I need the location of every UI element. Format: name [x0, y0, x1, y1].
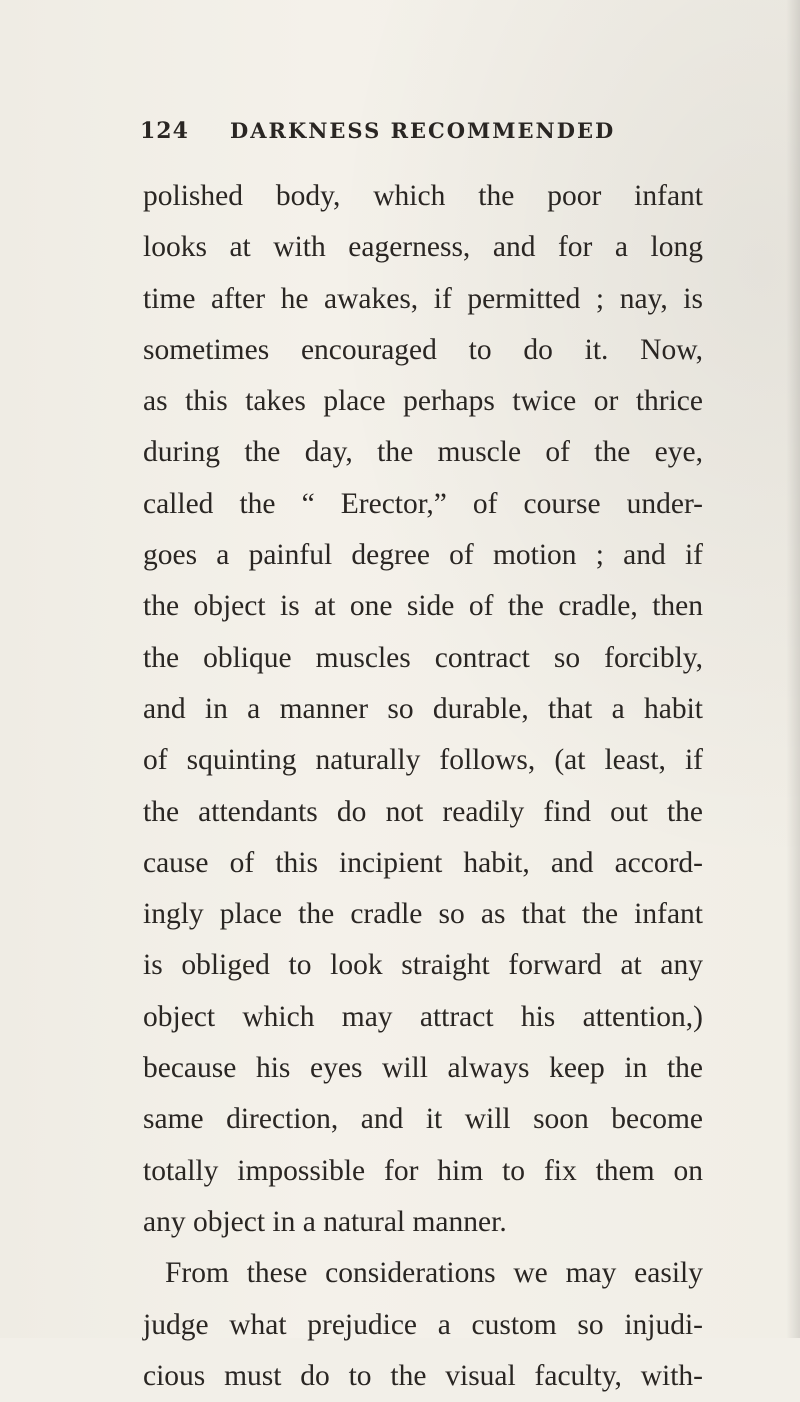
text-line: and in a manner so durable, that a habit — [143, 692, 703, 725]
text-line: because his eyes will always keep in the — [143, 1052, 703, 1085]
text-line: as this takes place perhaps twice or thrice — [143, 385, 703, 418]
text-line: goes a painful degree of motion ; and if — [143, 539, 703, 572]
text-line: of squinting naturally follows, (at least, if — [143, 744, 703, 777]
running-title: DARKNESS RECOMMENDED — [230, 118, 616, 143]
text-line: cious must do to the visual faculty, with- — [143, 1359, 703, 1392]
text-line: ingly place the cradle so as that the infant — [143, 898, 703, 931]
text-line: is obliged to look straight forward at any — [143, 949, 703, 982]
text-line: polished body, which the poor infant — [143, 180, 703, 212]
text-line: cause of this incipient habit, and accord- — [143, 846, 703, 879]
text-line: during the day, the muscle of the eye, — [143, 436, 703, 469]
text-line: any object in a natural manner. — [143, 1205, 507, 1238]
running-header — [140, 118, 700, 154]
page-edge-shadow — [786, 0, 800, 1338]
text-line: totally impossible for him to fix them on — [143, 1154, 703, 1187]
text-line: From these considerations we may easily — [165, 1257, 703, 1290]
text-line: the oblique muscles contract so forcibly, — [143, 641, 703, 674]
body-text — [143, 171, 703, 1402]
text-line: sometimes encouraged to do it. Now, — [143, 333, 703, 366]
text-line: object which may attract his attention,) — [143, 1000, 703, 1033]
text-line: the attendants do not readily find out the — [143, 795, 703, 828]
text-line: the object is at one side of the cradle, then — [143, 590, 703, 623]
text-line: judge what prejudice a custom so injudi- — [143, 1308, 703, 1341]
text-line: looks at with eagerness, and for a long — [143, 231, 703, 264]
text-line: time after he awakes, if permitted ; nay, is — [143, 282, 703, 315]
page-number: 124 — [140, 118, 189, 144]
text-line: same direction, and it will soon become — [143, 1103, 703, 1136]
text-line: called the “ Erector,” of course under- — [143, 487, 703, 520]
